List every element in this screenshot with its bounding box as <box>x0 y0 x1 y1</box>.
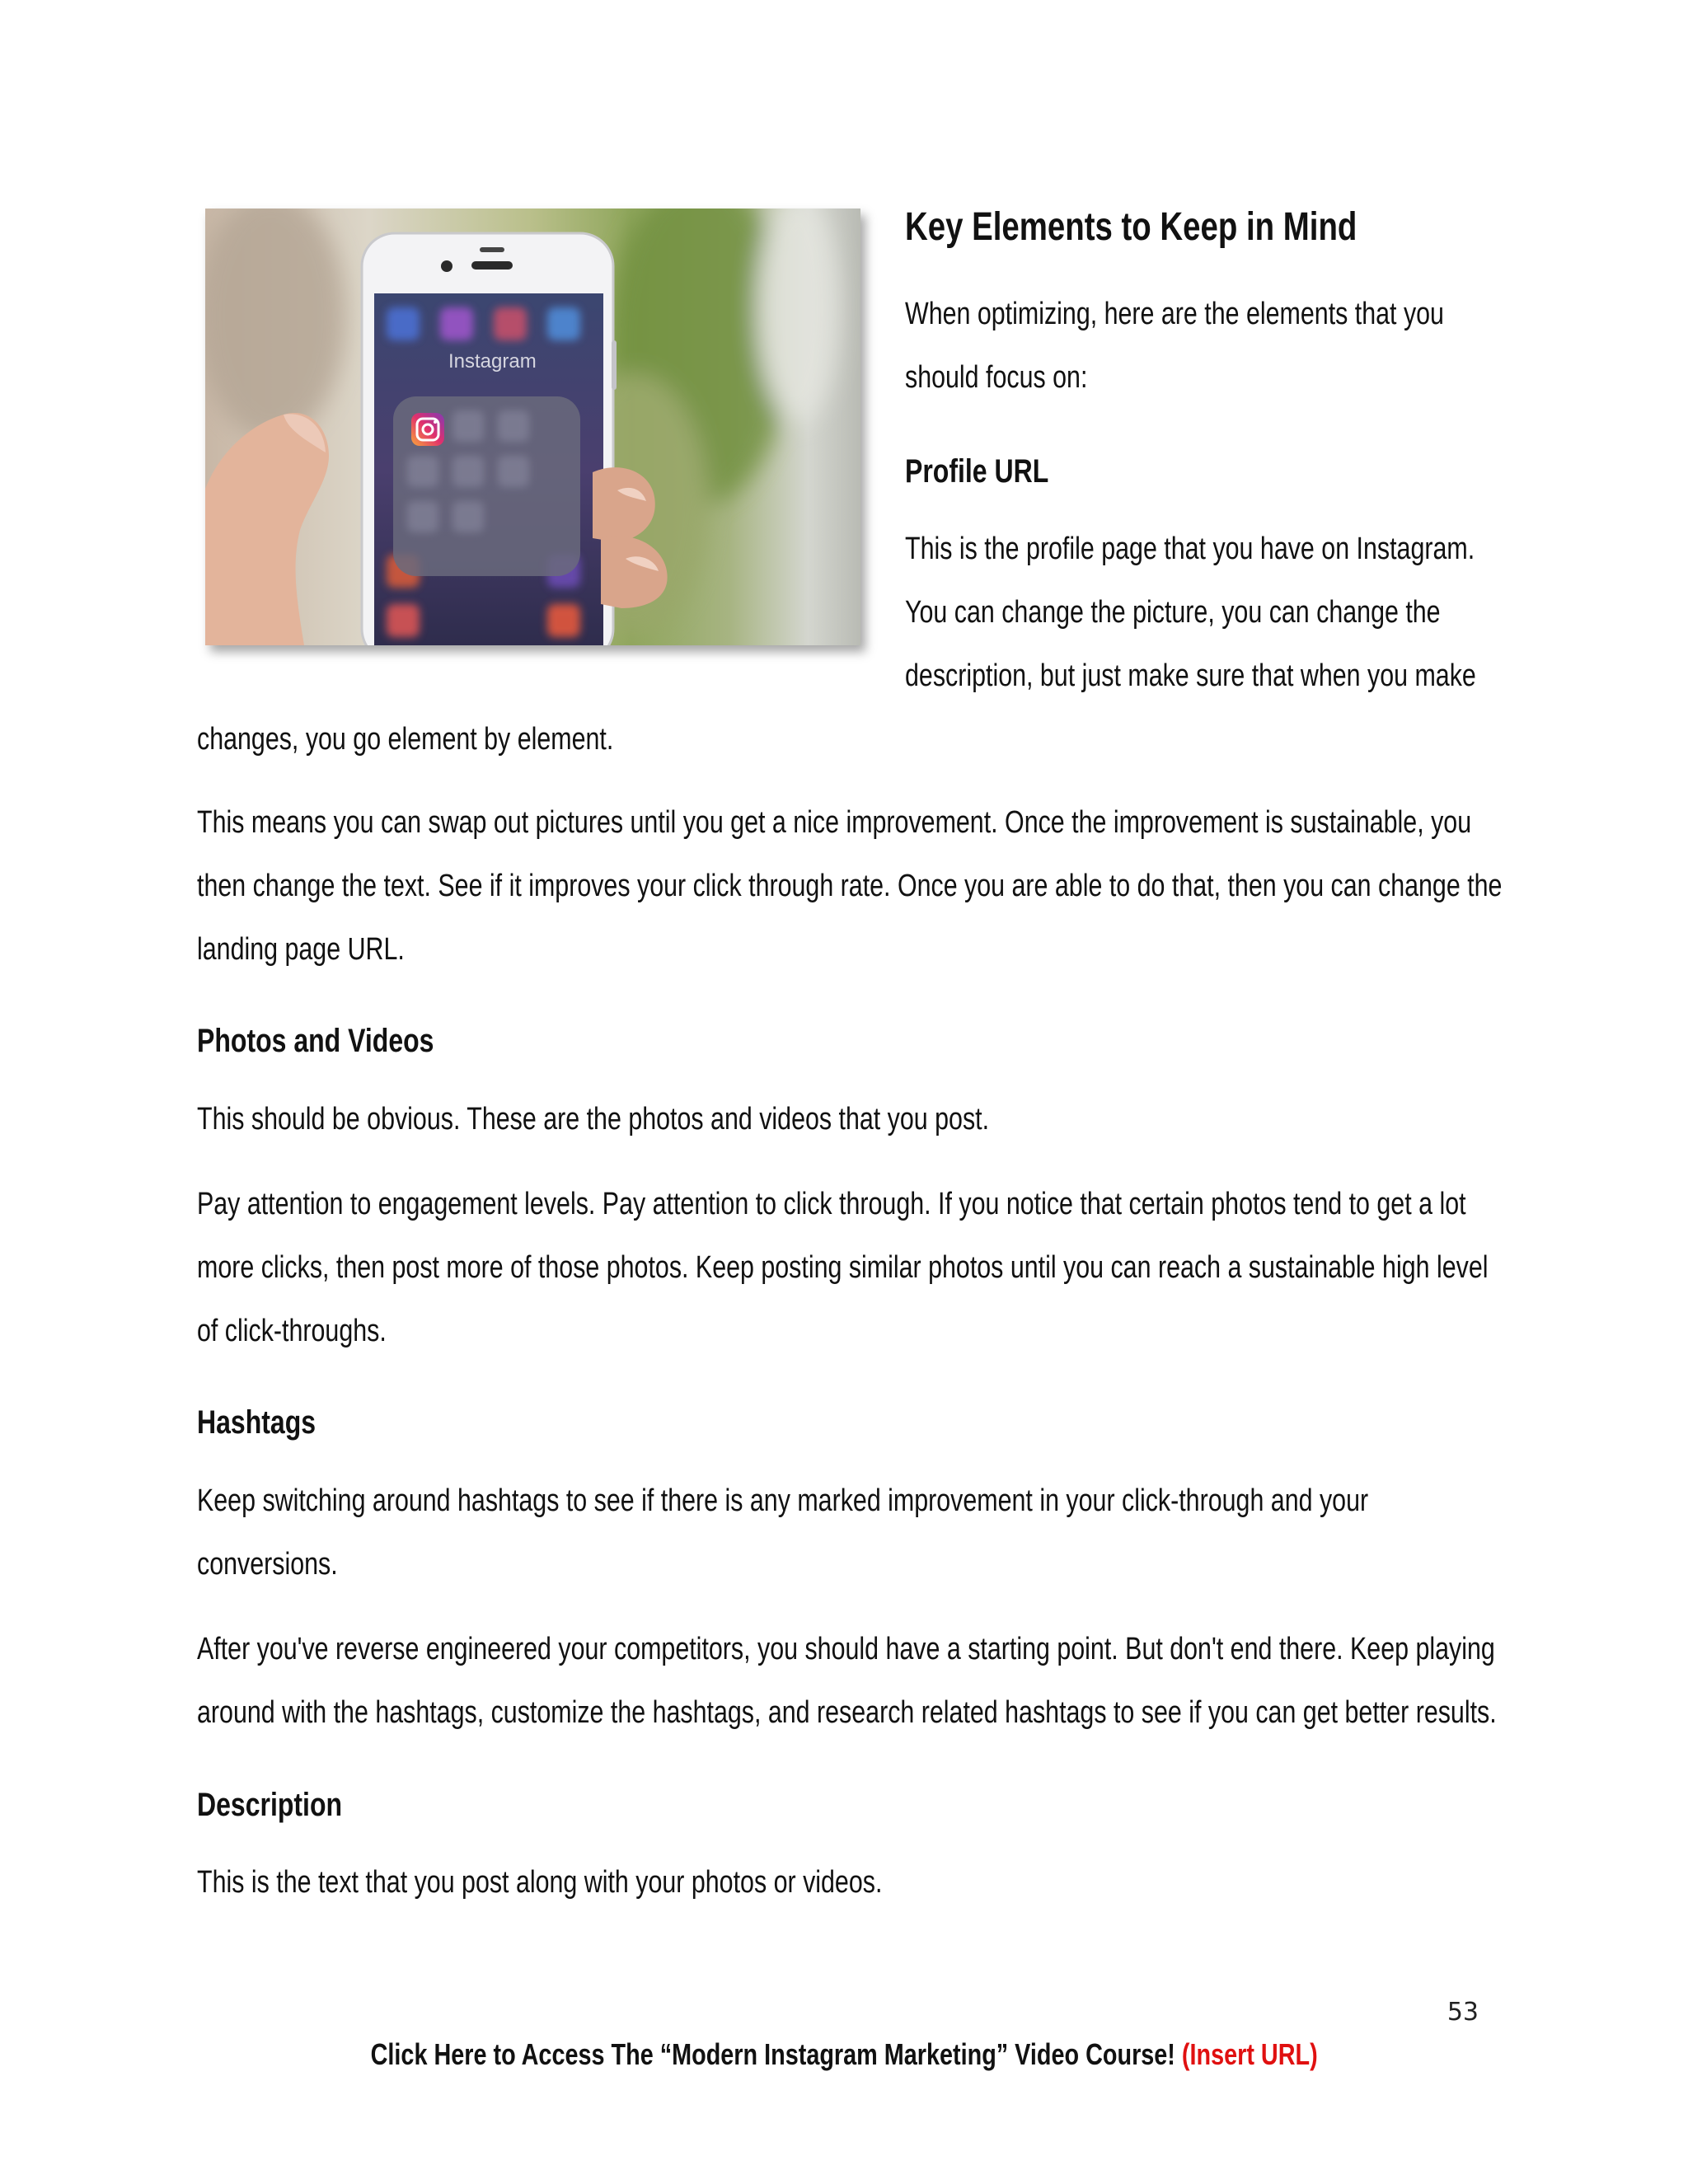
text-line: around with the hashtags, customize the hashtags, and research related hashtags to see if you can get better results. <box>197 1695 1497 1730</box>
instagram-icon <box>411 413 444 446</box>
text-line: After you've reverse engineered your competitors, you should have a starting point. But don't end there. Keep playing <box>197 1632 1495 1666</box>
footer-cta[interactable] <box>0 2037 1688 2072</box>
text-line: should focus on: <box>905 360 1088 395</box>
text-line: changes, you go element by element. <box>197 722 614 757</box>
text-line: You can change the picture, you can change the <box>905 595 1441 630</box>
text-line: more clicks, then post more of those photos. Keep posting similar photos until you can reach a sustainable high level <box>197 1250 1489 1285</box>
profile-url-heading: Profile URL <box>905 453 1049 490</box>
description-heading: Description <box>197 1787 343 1823</box>
text-line: Pay attention to engagement levels. Pay attention to click through. If you notice that certain photos tend to get a lot <box>197 1187 1466 1221</box>
hashtags-heading: Hashtags <box>197 1404 316 1441</box>
profile-url-paragraph-cont <box>197 708 1483 771</box>
text-line: landing page URL. <box>197 932 405 967</box>
text-line: conversions. <box>197 1547 338 1582</box>
text-line: This is the profile page that you have on Instagram. <box>905 532 1475 566</box>
text-line: This is the text that you post along with your photos or videos. <box>197 1865 883 1900</box>
hashtags-paragraph-1 <box>197 1469 1483 1596</box>
text-line: description, but just make sure that when you make <box>905 658 1476 693</box>
description-paragraph <box>197 1851 1483 1915</box>
profile-url-paragraph <box>905 518 1688 708</box>
intro-paragraph <box>905 283 1688 410</box>
photos-videos-paragraph-2 <box>197 1173 1489 1363</box>
text-line: When optimizing, here are the elements that you <box>905 297 1444 331</box>
page-number: 53 <box>1447 1998 1479 2027</box>
text-line: Keep switching around hashtags to see if there is any marked improvement in your click-through and your <box>197 1483 1369 1518</box>
text-line: of click-throughs. <box>197 1314 387 1348</box>
section-title: Key Elements to Keep in Mind <box>905 205 1357 249</box>
footer-link-text[interactable]: Click Here to Access The “Modern Instagram Marketing” Video Course! <box>370 2037 1175 2071</box>
phone-photo <box>205 209 860 645</box>
hashtags-paragraph-2 <box>197 1618 1497 1745</box>
svg-text:Instagram: Instagram <box>448 350 537 373</box>
text-line: then change the text. See if it improves your click through rate. Once you are able to do that, then you can change the <box>197 869 1503 903</box>
photos-videos-heading: Photos and Videos <box>197 1023 434 1059</box>
photos-videos-paragraph-1 <box>197 1088 1483 1151</box>
footer-url-text[interactable]: (Insert URL) <box>1181 2037 1318 2071</box>
text-line: This should be obvious. These are the photos and videos that you post. <box>197 1102 990 1137</box>
profile-url-paragraph-2 <box>197 791 1503 982</box>
text-line: This means you can swap out pictures until you get a nice improvement. Once the improvement is sustainable, you <box>197 805 1472 840</box>
